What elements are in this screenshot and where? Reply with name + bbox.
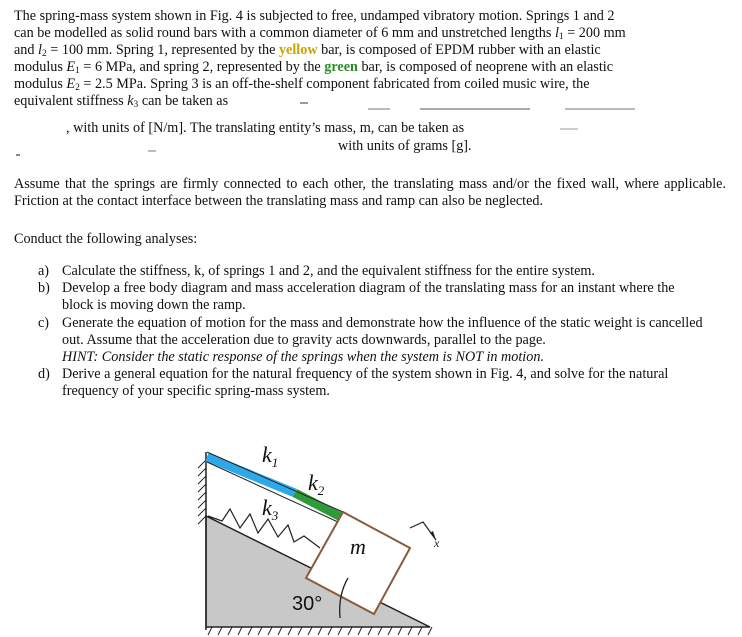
x-axis-arrow: [410, 522, 436, 540]
text: = 2.5 MPa. Spring 3 is an off-the-shelf component fabricated from coiled music wire, the: [79, 76, 590, 92]
text: = 200 mm: [563, 25, 626, 41]
task-text: Calculate the stiffness, k, of springs 1 and 2, and the equivalent stiffness for the entire system.: [62, 263, 595, 279]
text: , with units of [N/m]. The translating entity’s mass, m, can be taken as: [66, 120, 465, 136]
assumption-paragraph: Assume that the springs are firmly connected to each other, the translating mass and/or the fixed wall, where applicable. Friction at the contact interface between the translating mass and ramp can also be neglected.: [14, 176, 726, 210]
text: The spring-mass system shown in Fig. 4 is subjected to free, undamped vibratory motion. Springs 1 and 2: [14, 8, 615, 24]
k1-label: $k_1$: [262, 442, 279, 470]
text: modulus: [14, 76, 67, 92]
text: modulus: [14, 59, 67, 75]
k3-label: $k_3$: [262, 495, 279, 523]
sub: 2: [42, 49, 47, 59]
x-axis-label: x: [434, 536, 440, 550]
k2-label: $k_2$: [308, 470, 325, 498]
sub: 2: [75, 83, 80, 93]
sub: 3: [133, 100, 139, 110]
mass-label: m: [350, 534, 366, 559]
sub: 1: [75, 66, 80, 76]
yellow-word: yellow: [278, 42, 318, 58]
instructions-heading: Conduct the following analyses:: [14, 231, 198, 247]
task-text: Generate the equation of motion for the mass and demonstrate how the influence of the static weight is cancelled out. Assume that the acceleration due to gravity acts downwards, parallel to the page.: [62, 314, 703, 348]
sub: 1: [558, 32, 564, 42]
var-E: E: [66, 76, 76, 92]
text: with units of grams [g].: [338, 138, 472, 154]
text: = 100 mm. Spring 1, represented by the: [46, 42, 279, 58]
var-E: E: [66, 59, 76, 75]
text: can be taken as: [138, 93, 229, 109]
task-label: a): [38, 263, 50, 279]
text: bar, is composed of EPDM rubber with an elastic: [317, 42, 601, 58]
angle-label: 30°: [292, 593, 323, 615]
text: and: [14, 42, 39, 58]
var-l: l: [38, 42, 42, 58]
ground-hatching: [208, 627, 432, 635]
task-text: Develop a free body diagram and mass acceleration diagram of the translating mass for an instant where the block is moving down the ramp.: [62, 280, 675, 314]
text: can be modelled as solid round bars with a common diameter of 6 mm and unstretched lengths: [14, 25, 555, 41]
text: = 6 MPa, and spring 2, represented by the: [79, 59, 325, 75]
text: bar, is composed of neoprene with an elastic: [357, 59, 614, 75]
task-label: d): [38, 366, 50, 383]
wall-hatching: [198, 460, 206, 524]
task-text: Derive a general equation for the natural frequency of the system shown in Fig. 4, and solve for the natural frequency of your specific spring-mass system.: [62, 366, 669, 400]
spring-1-bar: [207, 457, 295, 493]
green-word: green: [324, 59, 358, 75]
task-hint: HINT: Consider the static response of the springs when the system is NOT in motion.: [62, 349, 544, 366]
var-l: l: [554, 25, 559, 41]
var-k: k: [127, 93, 134, 109]
text: equivalent stiffness: [14, 93, 128, 109]
task-label: b): [38, 280, 50, 297]
task-label: c): [38, 314, 50, 331]
